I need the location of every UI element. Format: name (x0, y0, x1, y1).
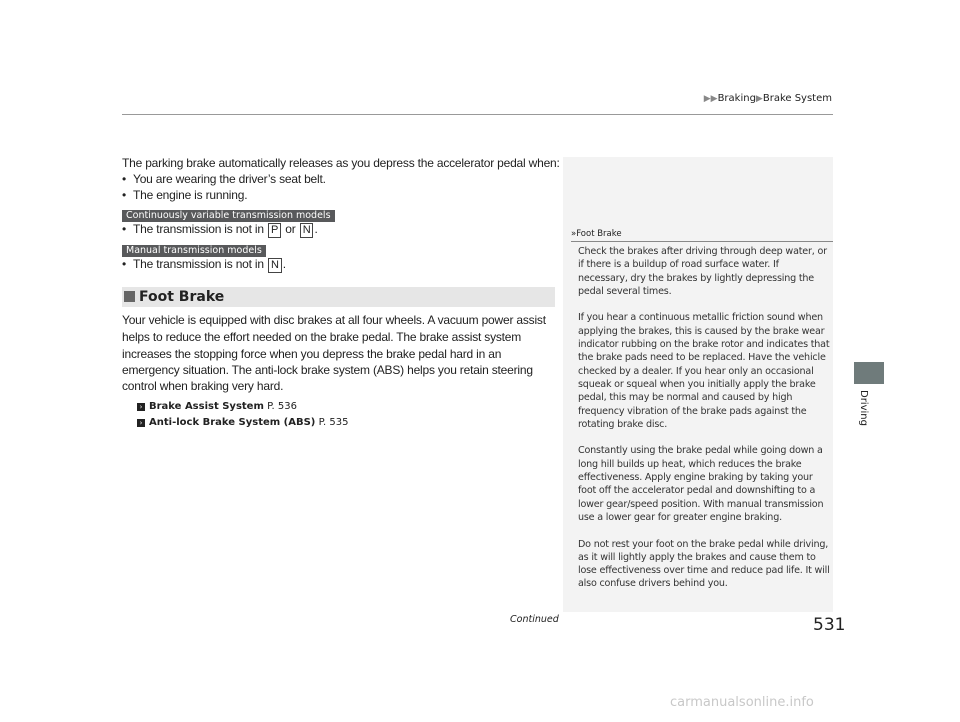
manual-label: Manual transmission models (122, 245, 266, 257)
sidebar-paragraph: Constantly using the brake pedal while going down a long hill builds up heat, which reduces the brake effectiveness. Apply engine braking by taking your foot off the accelerator pedal and downshifting to a lower gear/speed position. With manual transmission use a lower gear for greater engine braking. (578, 445, 824, 523)
triangle-icon: ▶▶ (703, 94, 718, 104)
sidebar-heading (571, 229, 833, 242)
body-line: increases the stopping force when you depress the brake pedal hard in an (122, 347, 502, 361)
continued-label: Continued (510, 614, 559, 625)
intro-text: The parking brake automatically releases as you depress the accelerator pedal when: (122, 156, 560, 170)
square-icon (124, 291, 135, 302)
ref-title: Brake Assist System (149, 401, 264, 412)
chapter-tab-marker (854, 362, 884, 384)
gear-key-n: N (268, 258, 282, 273)
text: or (285, 222, 296, 236)
text: . (314, 222, 318, 236)
bullet-engine: • The engine is running. (122, 187, 247, 203)
cvt-label: Continuously variable transmission models (122, 210, 335, 222)
text: . (282, 257, 286, 271)
gear-key-n: N (300, 223, 314, 238)
sidebar-title: Foot Brake (576, 229, 622, 239)
ref-abs[interactable] (137, 415, 348, 431)
header-divider (122, 114, 833, 115)
sidebar-paragraph: If you hear a continuous metallic friction sound when applying the brakes, this is caused by the brake wear indicator rubbing on the brake rotor and indicates that the brake pads need to be replaced. Have the vehicle checked by a dealer. If you hear only an occasional squeak or squeal when you initially apply the brake pedal, this may be normal and caused by high frequency vibration of the brake pads against the rotating brake disc. (578, 312, 830, 430)
breadcrumb (704, 93, 832, 104)
ref-brake-assist[interactable] (137, 399, 297, 415)
breadcrumb-brake-system[interactable]: Brake System (762, 93, 832, 104)
ref-title: Anti-lock Brake System (ABS) (149, 417, 316, 428)
sidebar-paragraph: Check the brakes after driving through deep water, or if there is a buildup of road surface water. If necessary, dry the brakes by lightly depressing the pedal several times. (578, 246, 827, 297)
sidebar-body (578, 245, 830, 604)
text: The transmission is not in (133, 222, 264, 236)
section-heading (122, 287, 555, 307)
double-arrow-icon: » (571, 229, 577, 239)
body-line: control when braking very hard. (122, 379, 284, 393)
chapter-tab-label: Driving (858, 390, 869, 426)
ref-page: P. 535 (318, 417, 349, 428)
triangle-icon: ▶ (755, 94, 763, 104)
breadcrumb-braking[interactable]: Braking (717, 93, 756, 104)
bullet-seat-belt: • You are wearing the driver’s seat belt. (122, 171, 326, 187)
ref-page: P. 536 (267, 401, 297, 412)
section-title: Foot Brake (139, 289, 225, 305)
text: The transmission is not in (133, 257, 264, 271)
page-number: 531 (813, 615, 846, 635)
sidebar-paragraph: Do not rest your foot on the brake pedal while driving, as it will lightly apply the brakes and cause them to lose effectiveness over time and reduce pad life. It will also confuse drivers behind you. (578, 538, 830, 590)
bullet-cvt (122, 221, 318, 238)
arrow-icon: › (137, 403, 145, 411)
body-line: emergency situation. The anti-lock brake system (ABS) helps you retain steering (122, 363, 533, 377)
watermark: carmanualsonline.info (670, 695, 814, 710)
body-line: Your vehicle is equipped with disc brakes at all four wheels. A vacuum power assist (122, 313, 546, 327)
body-line: helps to reduce the effort needed on the brake pedal. The brake assist system (122, 330, 522, 344)
gear-key-p: P (268, 223, 281, 238)
arrow-icon: › (137, 419, 145, 427)
bullet-manual (122, 256, 286, 273)
